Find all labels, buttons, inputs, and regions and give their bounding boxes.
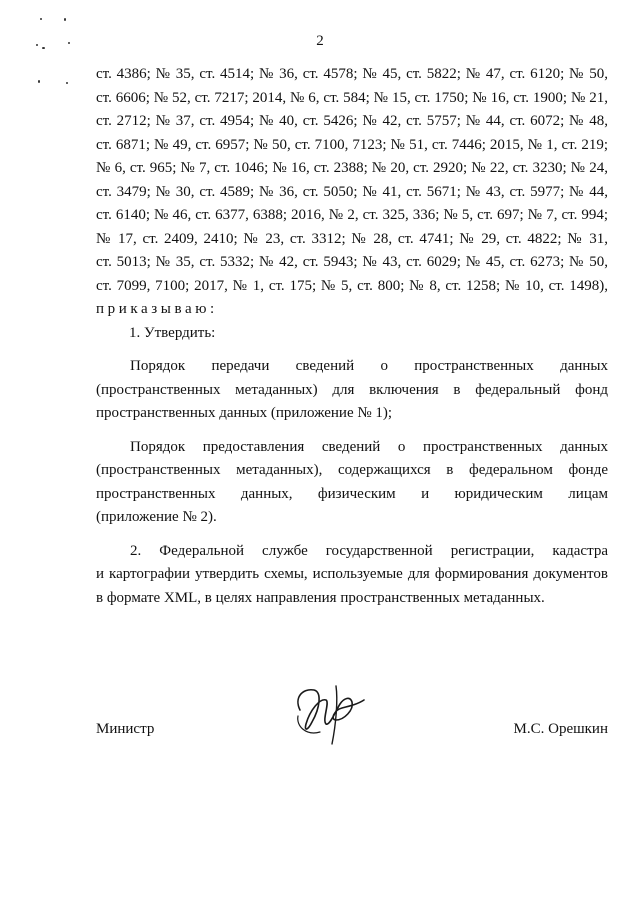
citation-line: ст. 5013; № 35, ст. 5332; № 42, ст. 5943; № 43, ст. 6029; № 45, ст. 6273; № 50,	[96, 254, 608, 270]
citation-line: № 17, ст. 2409, 2410; № 23, ст. 3312; № 28, ст. 4741; № 29, ст. 4822; № 31,	[96, 230, 608, 247]
signer-name: М.С. Орешкин	[513, 721, 608, 737]
item-2-line: в формате XML, в целях направления пространственных метаданных.	[96, 589, 545, 606]
scan-speck	[66, 82, 68, 84]
citation-line: ст. 6606; № 52, ст. 7217; 2014, № 6, ст. 584; № 15, ст. 1750; № 16, ст. 1900; № 21,	[96, 89, 608, 106]
item-1-paragraph-1-line: пространственных данных (приложение № 1);	[96, 405, 393, 421]
item-1-paragraph-1-line: (пространственных метаданных) для включения в федеральный фонд	[96, 381, 608, 398]
item-1-paragraph-2-line: Порядок предоставления сведений о пространственных данных	[130, 438, 608, 455]
scan-speck	[64, 18, 66, 21]
item-1-paragraph-2-line: пространственных данных, физическим и юридическим лицам	[96, 485, 608, 502]
item-1-paragraph-1-line: Порядок передачи сведений о пространственных данных	[130, 358, 608, 374]
item-1-paragraph-2-line: (пространственных метаданных), содержащихся в федеральном фонде	[96, 462, 608, 478]
citation-line: ст. 2712; № 37, ст. 4954; № 40, ст. 5426; № 42, ст. 5757; № 44, ст. 6072; № 48,	[96, 113, 608, 129]
item-2-line: 2. Федеральной службе государственной регистрации, кадастра	[130, 542, 608, 559]
citation-line: ст. 4386; № 35, ст. 4514; № 36, ст. 4578; № 45, ст. 5822; № 47, ст. 6120; № 50,	[96, 66, 608, 82]
handwritten-signature	[292, 680, 372, 746]
page-number: 2	[316, 33, 324, 49]
item-1-paragraph-2-line: (приложение № 2).	[96, 509, 217, 525]
scan-speck	[38, 80, 40, 83]
item-1-heading: 1. Утвердить:	[129, 324, 216, 341]
directive-word: приказываю:	[96, 301, 218, 317]
citation-line: № 6, ст. 965; № 7, ст. 1046; № 16, ст. 2388; № 20, ст. 2920; № 22, ст. 3230; № 24,	[96, 160, 608, 176]
item-2-line: и картографии утвердить схемы, используемые для формирования документов	[96, 566, 608, 582]
signer-title: Министр	[96, 721, 155, 737]
citation-line: ст. 3479; № 30, ст. 4589; № 36, ст. 5050; № 41, ст. 5671; № 43, ст. 5977; № 44,	[96, 183, 608, 200]
scan-speck	[40, 18, 42, 20]
citation-line: ст. 6871; № 49, ст. 6957; № 50, ст. 7100, 7123; № 51, ст. 7446; 2015, № 1, ст. 219;	[96, 136, 608, 153]
document-body	[96, 63, 608, 610]
citation-line: ст. 7099, 7100; 2017, № 1, ст. 175; № 5, ст. 800; № 8, ст. 1258; № 10, ст. 1498),	[96, 277, 608, 294]
citation-line: ст. 6140; № 46, ст. 6377, 6388; 2016, № 2, ст. 325, 336; № 5, ст. 697; № 7, ст. 994;	[96, 207, 608, 223]
